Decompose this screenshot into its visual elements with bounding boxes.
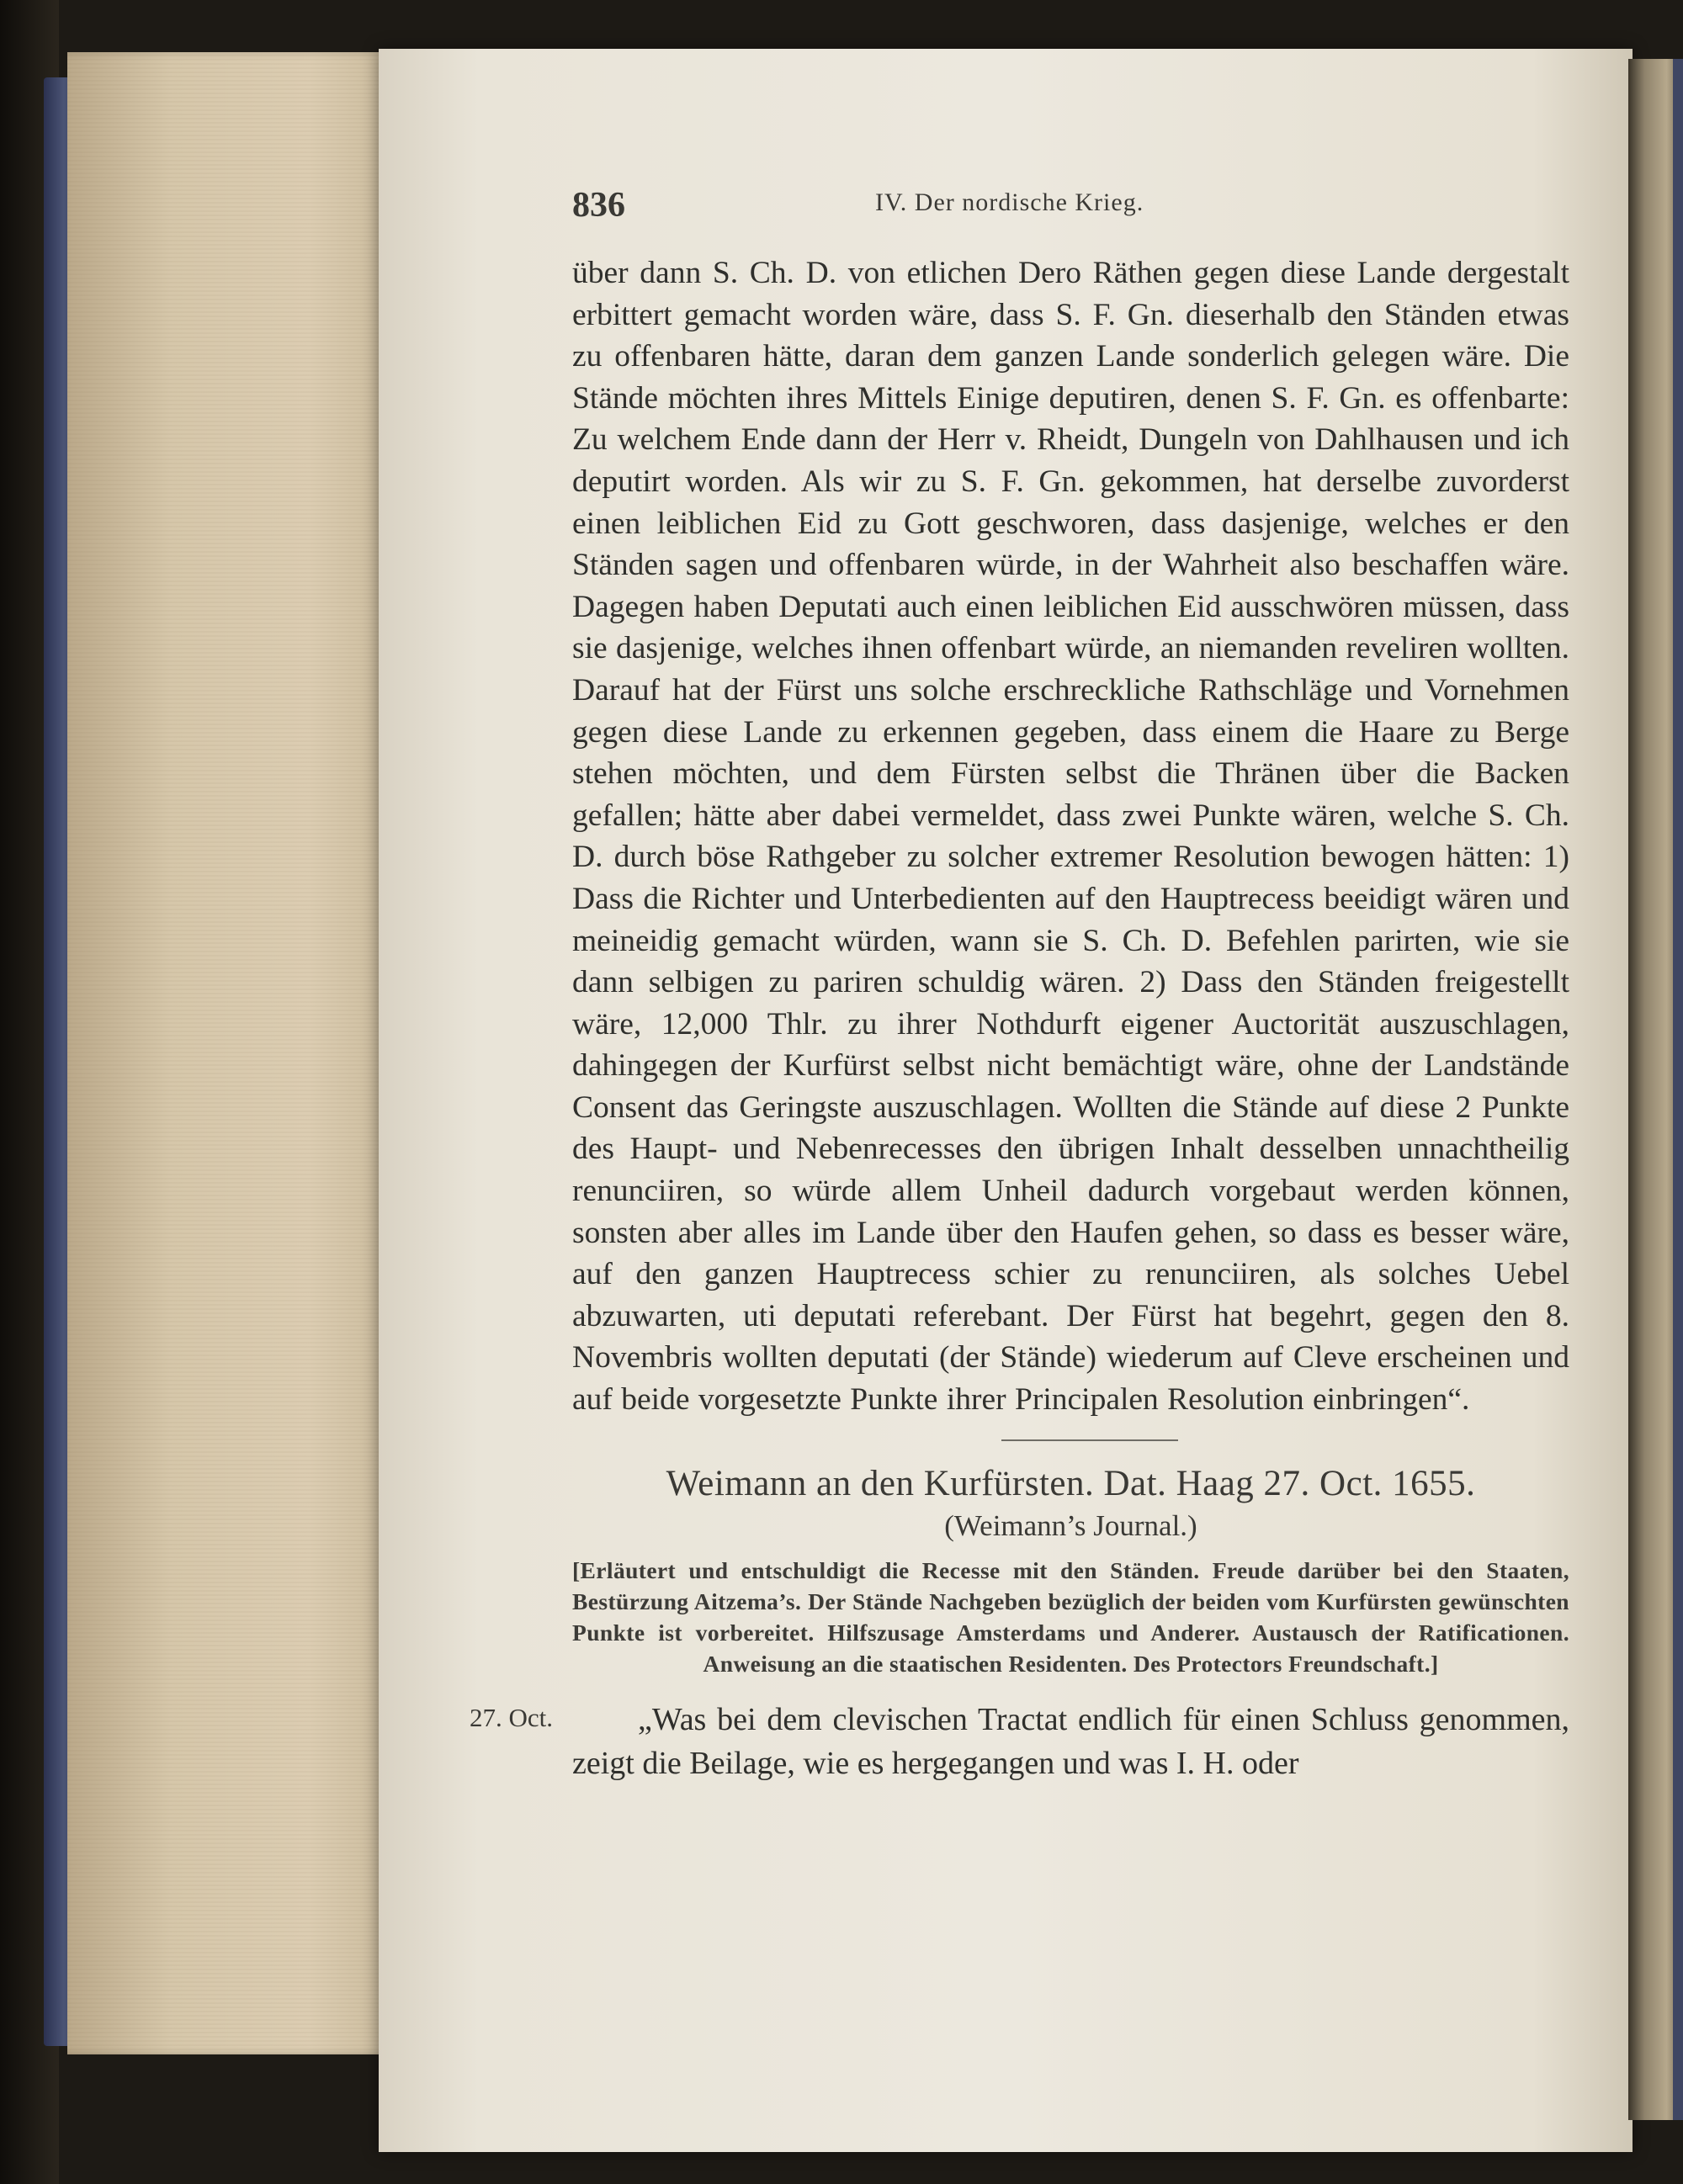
document-heading: Weimann an den Kurfürsten. Dat. Haag 27. Oct. 1655. xyxy=(666,1463,1476,1503)
page-number: 836 xyxy=(572,186,625,225)
margin-date: 27. Oct. xyxy=(470,1702,554,1732)
page-content xyxy=(470,168,1569,1785)
document-summary: [Erläutert und entschuldigt die Recesse mit den Ständen. Freude darüber bei den Staaten, Bestürzung Aitzema’s. Der Stände Nachgeben bezüglich der beiden vom Kurfürsten gewünschten Punkte ist vorbereitet. Hilfszusage Amsterdams und Anderer. Austausch der Ratificationen. Anweisung an die staatischen Residenten. Des Protectors Freundschaft.] xyxy=(572,1556,1569,1677)
section-divider xyxy=(1001,1439,1178,1441)
running-head: IV. Der nordische Krieg. xyxy=(875,188,1144,216)
document-source: (Weimann’s Journal.) xyxy=(944,1508,1197,1542)
letter-text: „Was bei dem clevischen Tractat endlich für einen Schluss genommen, zeigt die Beilage, wie es hergegangen und was I. H. oder xyxy=(572,1701,1569,1781)
page-header xyxy=(572,168,1569,236)
page-stack xyxy=(67,52,412,2054)
dated-entry xyxy=(470,1698,1569,1785)
body-paragraph: über dann S. Ch. D. von etlichen Dero Räthen gegen diese Lande dergestalt erbittert gemacht worden wäre, dass S. F. Gn. dieserhalb den Ständen etwas zu offenbaren hätte, daran dem ganzen Lande sonderlich gelegen wäre. Die Stände möchten ihres Mittels Einige deputiren, denen S. F. Gn. es offenbarte: Zu welchem Ende dann der Herr v. Rheidt, Dungeln von Dahlhausen und ich deputirt worden. Als wir zu S. F. Gn. gekommen, hat derselbe zuvorderst einen leiblichen Eid zu Gott geschworen, dass dasjenige, welches er den Ständen sagen und offenbaren würde, in der Wahrheit also beschaffen wäre. Dagegen haben Deputati auch einen leiblichen Eid ausschwören müssen, dass sie dasjenige, welches ihnen offenbart würde, an niemanden reveliren wollten. Darauf hat der Fürst uns solche erschreckliche Rathschläge und Vornehmen gegen diese Lande zu erkennen gegeben, dass einem die Haare zu Berge stehen möchten, und dem Fürsten selbst die Thränen über die Backen gefallen; hätte aber dabei vermeldet, dass zwei Punkte wären, welche S. Ch. D. durch böse Rathgeber zu solcher extremer Resolution bewogen hätten: 1) Dass die Richter und Unterbedienten auf den Hauptrecess beeidigt wären und meineidig gemacht würden, wann sie S. Ch. D. Befehlen parirten, wie sie dann selbigen zu pariren schuldig wären. 2) Dass den Ständen freigestellt wäre, 12,000 Thlr. zu ihrer Nothdurft eigener Auctorität auszuschlagen, dahingegen der Kurfürst selbst nicht bemächtigt wäre, ohne der Landstände Consent das Geringste auszuschlagen. Wollten die Stände auf diese 2 Punkte des Haupt- und Nebenrecesses den übrigen Inhalt desselben unnachtheilig renunciiren, so würde allem Unheil dadurch vorgebaut werden können, sonsten aber alles im Lande über den Haufen gehen, so dass es besser wäre, auf den ganzen Hauptrecess schier zu renunciiren, als solches Uebel abzuwarten, uti deputati referebant. Der Fürst hat begehrt, gegen den 8. Novembris wollten deputati (der Stände) wiederum auf Cleve erscheinen und auf beide vorgesetzte Punkte ihrer Principalen Resolution einbringen“. xyxy=(572,256,1569,1418)
facing-page-edge xyxy=(1628,59,1683,2120)
facing-cover-edge xyxy=(1673,59,1683,2120)
